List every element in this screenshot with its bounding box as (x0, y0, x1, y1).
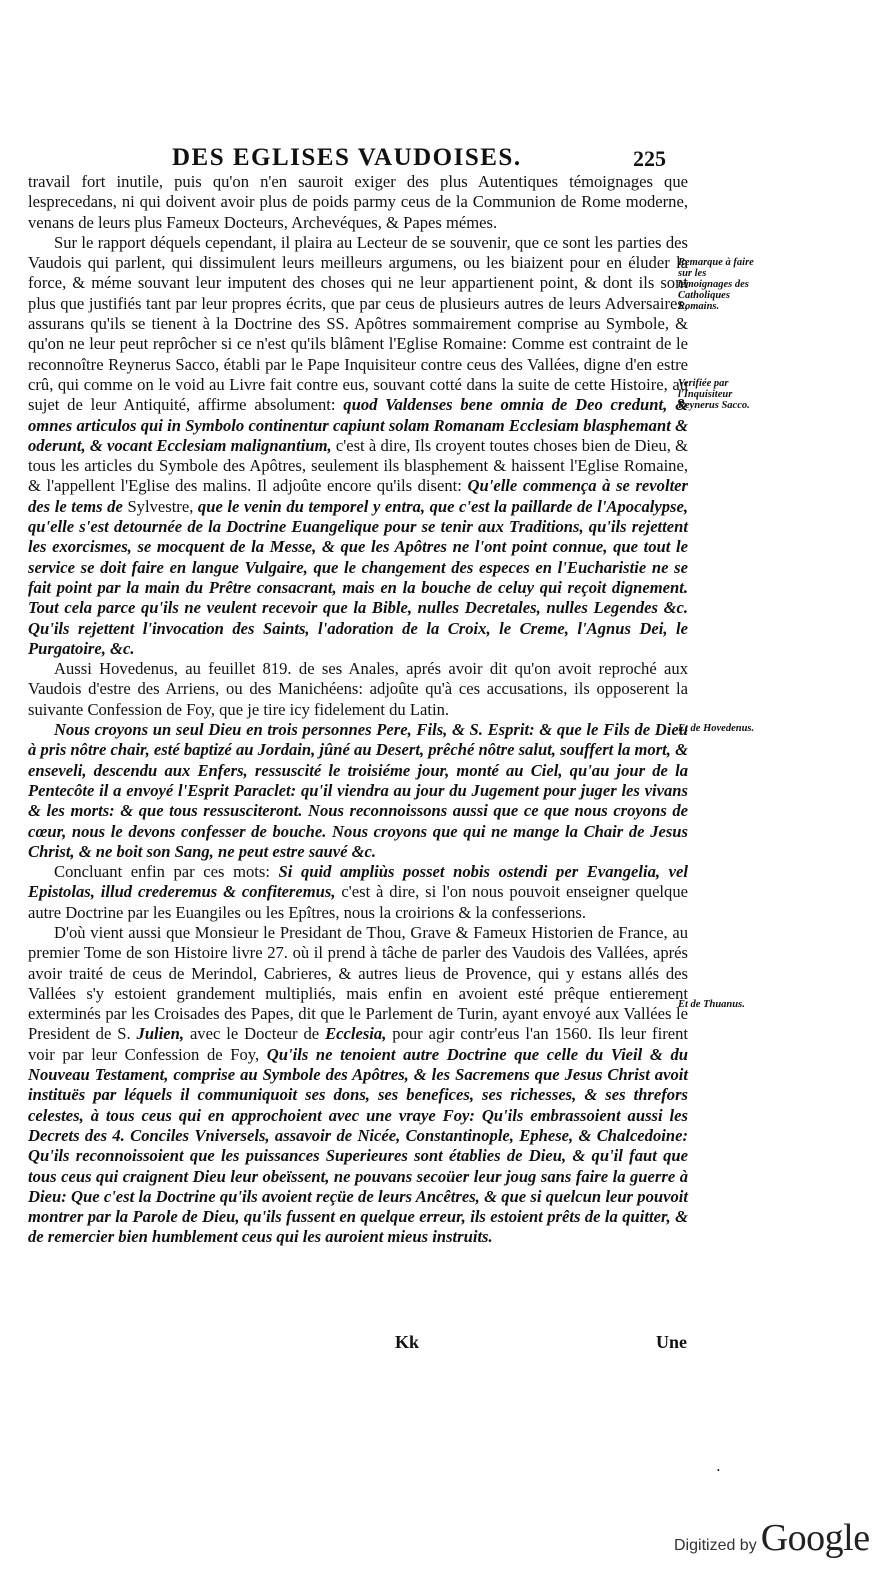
margin-note: Remarque à faire sur les témoignages des Catholiques Romains. (678, 257, 754, 312)
italic-text: quod Valdenses bene omnia de Deo credunt, & omnes articulos qui in Symbolo continentur capiunt solam Romanam Ecclesiam blasphemant & oderunt, & vocant Ecclesiam malignantium, (28, 395, 688, 455)
digitized-prefix: Digitized by (674, 1537, 757, 1554)
italic-text: Nous croyons un seul Dieu en trois personnes Pere, Fils, & S. Esprit: & que le Fils de Dieu à pris nôtre chair, esté baptizé au Jordain, jûné au Desert, prêché nôtre salut, souffert la mort, & enseveli, descendu aux Enfers, ressuscité le troisiéme jour, monté au Ciel, qu'au jour de la Pentecôte il a envoyé l'Esprit Paraclet: qu'il viendra au jour du Jugement pour juger les vivans & les morts: & que tous ressusciteront. Nous reconnoissons aussi que ce que nous croyons de cœur, nous le devons confesser de bouche. Nous croyons que qui ne mange la Chair de Jesus Christ, & ne boit son Sang, ne peut estre sauvé &c. (28, 720, 688, 861)
page-number: 225 (633, 146, 666, 171)
roman-text: Aussi Hovedenus, au feuillet 819. de ses Anales, aprés avoir dit qu'on avoit reproché aux Vaudois d'estre des Arriens, ou des Manichéens: adjoûte qu'à ces accusations, ils opposerent la suivante Confession de Foy, que je tire icy fidelement du Latin. (28, 659, 688, 719)
body-paragraph (28, 233, 688, 659)
margin-note: Et de Thuanus. (678, 999, 745, 1010)
roman-text: c'est à dire, si l'on nous pouvoit enseigner quelque autre Doctrine par les Euangiles ou les Epîtres, nous la croirions & la confesserions. (28, 882, 688, 922)
body-paragraph (28, 923, 688, 1248)
roman-text: travail fort inutile, puis qu'on n'en sauroit exiger des plus Autentiques témoignages que lesprecedans, ni qui doivent avoir plus de poids parmy ceus de la Communion de Rome moderne, venans de leurs plus Fameux Docteurs, Archevéques, & Papes mémes. (28, 172, 688, 232)
catchword: Une (656, 1332, 687, 1352)
signature-mark: Kk (395, 1332, 420, 1352)
running-title: DES EGLISES VAUDOISES. (172, 144, 522, 171)
google-logo: Google (760, 1517, 870, 1559)
italic-text: Qu'elle commença à se revolter des le tems de (28, 476, 689, 516)
margin-note: Et de Hovedenus. (678, 723, 755, 734)
roman-text: Concluant enfin par ces mots: (54, 862, 279, 882)
body-paragraph (28, 172, 688, 233)
roman-text: Sur le rapport déquels cependant, il plaira au Lecteur de se souvenir, que ce sont les parties des Vaudois qui parlent, qui dissimulent leurs meilleurs argumens, ou les biaizent pour en éluder la force, & méme souvant leur imputent des choses qui ne leur appartienent point, & dont ils sont plus que justifiés tant par leur propres écrits, que par ceus de plusieurs autres de leurs Adversaires, assurans qu'ils se tienent à la Doctrine des SS. Apôtres sommairement comprise au Symbole, & qu'on ne leur peut reprôcher si ce n'est qu'ils blâment l'Eglise Romaine: Comme est contraint de le reconnoître Reynerus Sacco, établi par le Pape Inquisiteur contre ceus des Vallées, digne d'en estre crû, qui comme on le void au Livre fait contre eus, souvant cotté dans la suite de cette Histoire, au sujet de leur Antiquité, affirme absolument: (28, 232, 688, 415)
roman-text: pour agir contr'eus l'an 1560. Ils leur firent voir par leur Confession de Foy, (28, 1024, 688, 1064)
body-paragraph (28, 659, 688, 720)
roman-text: avec le Docteur de (184, 1024, 326, 1044)
digitized-watermark (674, 1516, 870, 1560)
roman-text: Sylvestre, (127, 496, 194, 516)
roman-text: D'où vient aussi que Monsieur le Presidant de Thou, Grave & Fameux Historien de France, au premier Tome de son Histoire livre 27. où il prend à tâche de parler des Vaudois des Vallées, aprés avoir traité de ceus de Merindol, Cabrieres, & autres lieus de Provence, qui y estans allés des Vallées s'y estoient grandement multipliés, mais enfin en avoient esté prêque entierement exterminés par les Croisades des Papes, dit que le Parlement de Turin, ayant envoyé aux Vallées le President de S. (28, 922, 688, 1044)
italic-text: Julien, (136, 1024, 185, 1044)
italic-text: Ecclesia, (325, 1024, 387, 1044)
roman-text: c'est à dire, Ils croyent toutes choses bien de Dieu, & tous les articles du Symbole des Apôtres, seulement ils blasphement & haissent l'Eglise Romaine, & l'appellent l'Eglise des malins. Il adjoûte encore qu'ils disent: (28, 435, 688, 496)
italic-text: Qu'ils ne tenoient autre Doctrine que celle du Vieil & du Nouveau Testament, comprise au Symbole des Apôtres, & les Sacremens que Jesus Christ avoit instituës par léquels il communiquoit ses dons, ses benefices, ses richesses, & ses threfors celestes, à tous ceus qui en approchoient avec une vraye Foy: Qu'ils embrassoient aussi les Decrets des 4. Conciles Vniversels, assavoir de Nicée, Constantinople, Ephese, & Chalcedoine: Qu'ils reconnoissoient que les puissances Superieures sont établies de Dieu, & qu'il faut que tous ceus qui craignent Dieu leur obeïssent, ne pouvans secoüer leur joug sans faire la guerre à Dieu: Que c'est la Doctrine qu'ils avoient reçüe de leurs Ancêtres, & que si quelcun leur pouvoit montrer par la Parole de Dieu, qu'ils fussent en quelque erreur, ils estoient prêts de la quitter, & de remercier bien humblement ceus qui les auroient mieus instruits. (28, 1044, 688, 1247)
italic-text: Si quid ampliùs posset nobis ostendi per Evangelia, vel Epistolas, illud crederemus & confiteremus, (28, 862, 688, 902)
print-speck: • (717, 1466, 720, 1475)
body-text (28, 172, 688, 1248)
margin-note: Verifiée par l'Inquisiteur Reynerus Sacco. (678, 378, 750, 411)
body-paragraph (28, 862, 688, 923)
body-paragraph (28, 720, 688, 862)
italic-text: que le venin du temporel y entra, que c'est la paillarde de l'Apocalypse, qu'elle s'est detournée de la Doctrine Euangelique pour se tenir aux Traditions, qu'ils rejettent les exorcismes, se mocquent de la Messe, & que les Apôtres ne l'ont point connue, que tout le service se doit faire en langue Vulgaire, que le changement des especes en l'Eucharistie ne se fait point par la main du Prêtre consacrant, mais en la bouche de celuy qui reçoit dignement. Tout cela parce qu'ils ne veulent recevoir que la Bible, nulles Decretales, nulles Legendes &c. Qu'ils rejettent l'invocation des Saints, l'adoration de la Croix, le Creme, l'Agnus Dei, le Purgatoire, &c. (28, 496, 688, 658)
